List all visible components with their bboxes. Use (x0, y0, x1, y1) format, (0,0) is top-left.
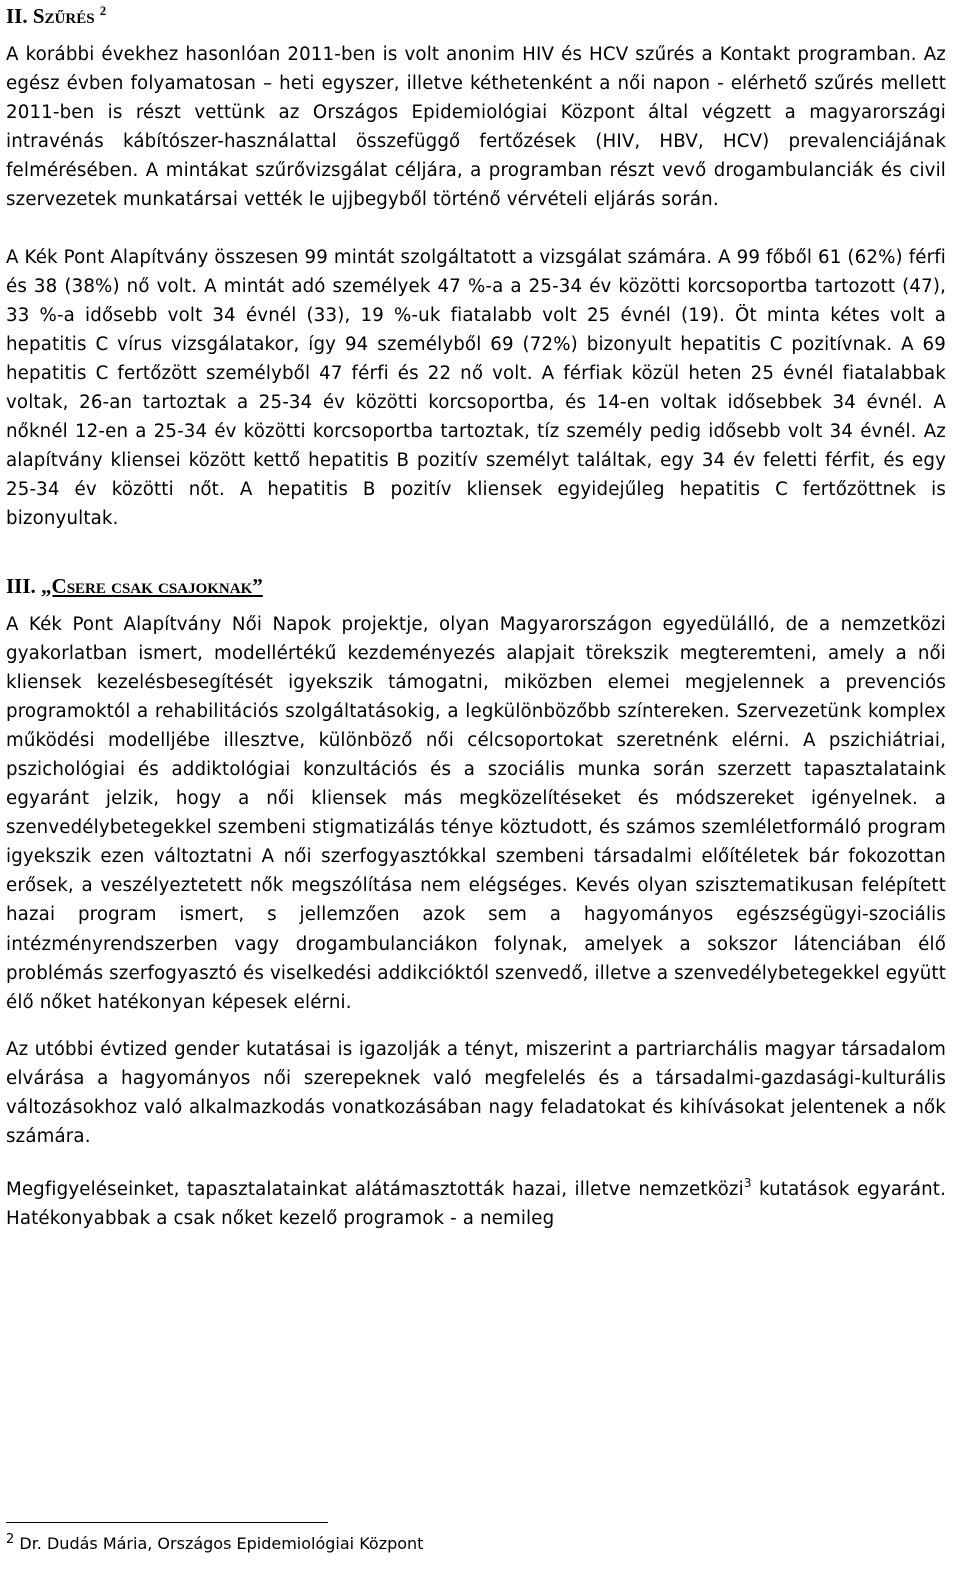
paragraph: A korábbi évekhez hasonlóan 2011-ben is volt anonim HIV és HCV szűrés a Kontakt programban. Az egész évben folyamatosan – heti egyszer, illetve kéthetenként a női napon - elérhető szűrés mellett 2011-ben is részt vettünk az Országos Epidemiológiai Központ által végzett a magyarországi intravénás kábítószer-használattal összefüggő fertőzések (HIV, HBV, HCV) prevalenciájának felmérésében. A mintákat szűrővizsgálat céljára, a programban részt vevő drogambulanciák és civil szervezetek munkatársai vették le ujjbegyből történő vérvételi eljárás során. (6, 44, 946, 211)
footnote-reference: 2 (99, 4, 107, 18)
footnote-marker: 2 (6, 1532, 15, 1547)
section-title: „Csere csak csajoknak” (41, 573, 263, 598)
paragraph: A Kék Pont Alapítvány összesen 99 mintát szolgáltatott a vizsgálat számára. A 99 főből 61 (62%) férfi és 38 (38%) nő volt. A mintát adó személyek 47 %-a a 25-34 év közötti korcsoportba tartozott (47), 33 %-a idősebb volt 34 évnél (33), 19 %-uk fiatalabb volt 25 évnél (19). Öt minta kétes volt a hepatitis C vírus vizsgálatakor, így 94 személyből 69 (72%) bizonyult hepatitis C pozitívnak. A 69 hepatitis C fertőzött személyből 47 férfi és 22 nő volt. A férfiak közül heten 25 évnél fiatalabbak voltak, 26-an tartoztak a 25-34 év közötti korcsoportba, és 14-en voltak idősebbek 34 évnél. A nőknél 12-en a 25-34 év közötti korcsoportba tartoztak, tíz személy pedig idősebb volt 34 évnél. Az alapítvány kliensei között kettő hepatitis B pozitív személyt találtak, egy 34 év feletti férfit, és egy 25-34 év közötti nőt. A hepatitis B pozitív kliensek egyidejűleg hepatitis C fertőzöttnek is bizonyultak. (6, 246, 946, 530)
paragraph-line: Megfigyeléseinket, tapasztalatainkat alátámasztották hazai, illetve nemzetközi (6, 1179, 744, 1201)
section-number: III. (6, 573, 36, 598)
paragraph (6, 1169, 946, 1233)
footnote-text: Dr. Dudás Mária, Országos Epidemiológiai Központ (19, 1534, 424, 1553)
paragraph: A Kék Pont Alapítvány Női Napok projektje, olyan Magyarországon egyedülálló, de a nemzetközi gyakorlatban ismert, modellértékű kezdeményezés alapjait törekszik megteremteni, amely a női kliensek kezelésbesegítését igyekszik támogatni, miközben elemei megjelennek a prevenciós programoktól a rehabilitációs szolgáltatásokig, a legkülönbözőbb színtereken. Szervezetünk komplex működési modelljébe illesztve, különböző női célcsoportokat szeretnénk elérni. A pszichiátriai, pszichológiai és addiktológiai konzultációs és a szociális munka során szerzett tapasztalataink egyaránt jelzik, hogy a női kliensek más megközelítéseket és módszereket igényelnek. a szenvedélybetegekkel szembeni stigmatizálás ténye köztudott, és számos szemléletformáló program igyekszik ezen változtatni A női szerfogyasztókkal szembeni társadalmi előítéletek bár fokozottan erősek, a veszélyeztetett nők megszólítása nem elégséges. Kevés olyan szisztematikusan felépített hazai program ismert, s jellemzően azok sem a hagyományos egészségügyi-szociális intézményrendszerben vagy drogambulanciákon folynak, amelyek a sokszor látenciában élő problémás szerfogyasztó és viselkedési addikcióktól szenvedő, illetve a szenvedélybetegekkel együtt élő nőket hatékonyan képesek elérni. (6, 613, 946, 1013)
footnote (6, 1532, 423, 1556)
section-title: Szűrés (32, 4, 95, 28)
paragraph: Az utóbbi évtized gender kutatásai is igazolják a tényt, miszerint a partriarchális magyar társadalom elvárása a hagyományos női szerepeknek való megfelelés és a társadalmi-gazdasági-kulturális változásokhoz való alkalmazkodás vonatkozásában nagy feladatokat és kihívásokat jelentenek a nők számára. (6, 1038, 946, 1148)
section-heading-szures (6, 0, 946, 40)
footnote-reference: 3 (743, 1176, 752, 1191)
footnote-divider (6, 1522, 328, 1523)
section-number: II. (6, 4, 28, 28)
section-heading-csere-csak-csajoknak (6, 574, 946, 610)
paragraph-line: kutatások egyaránt. Hatékonyabbak a csak nőket kezelő programok - a nemileg (6, 1179, 946, 1230)
